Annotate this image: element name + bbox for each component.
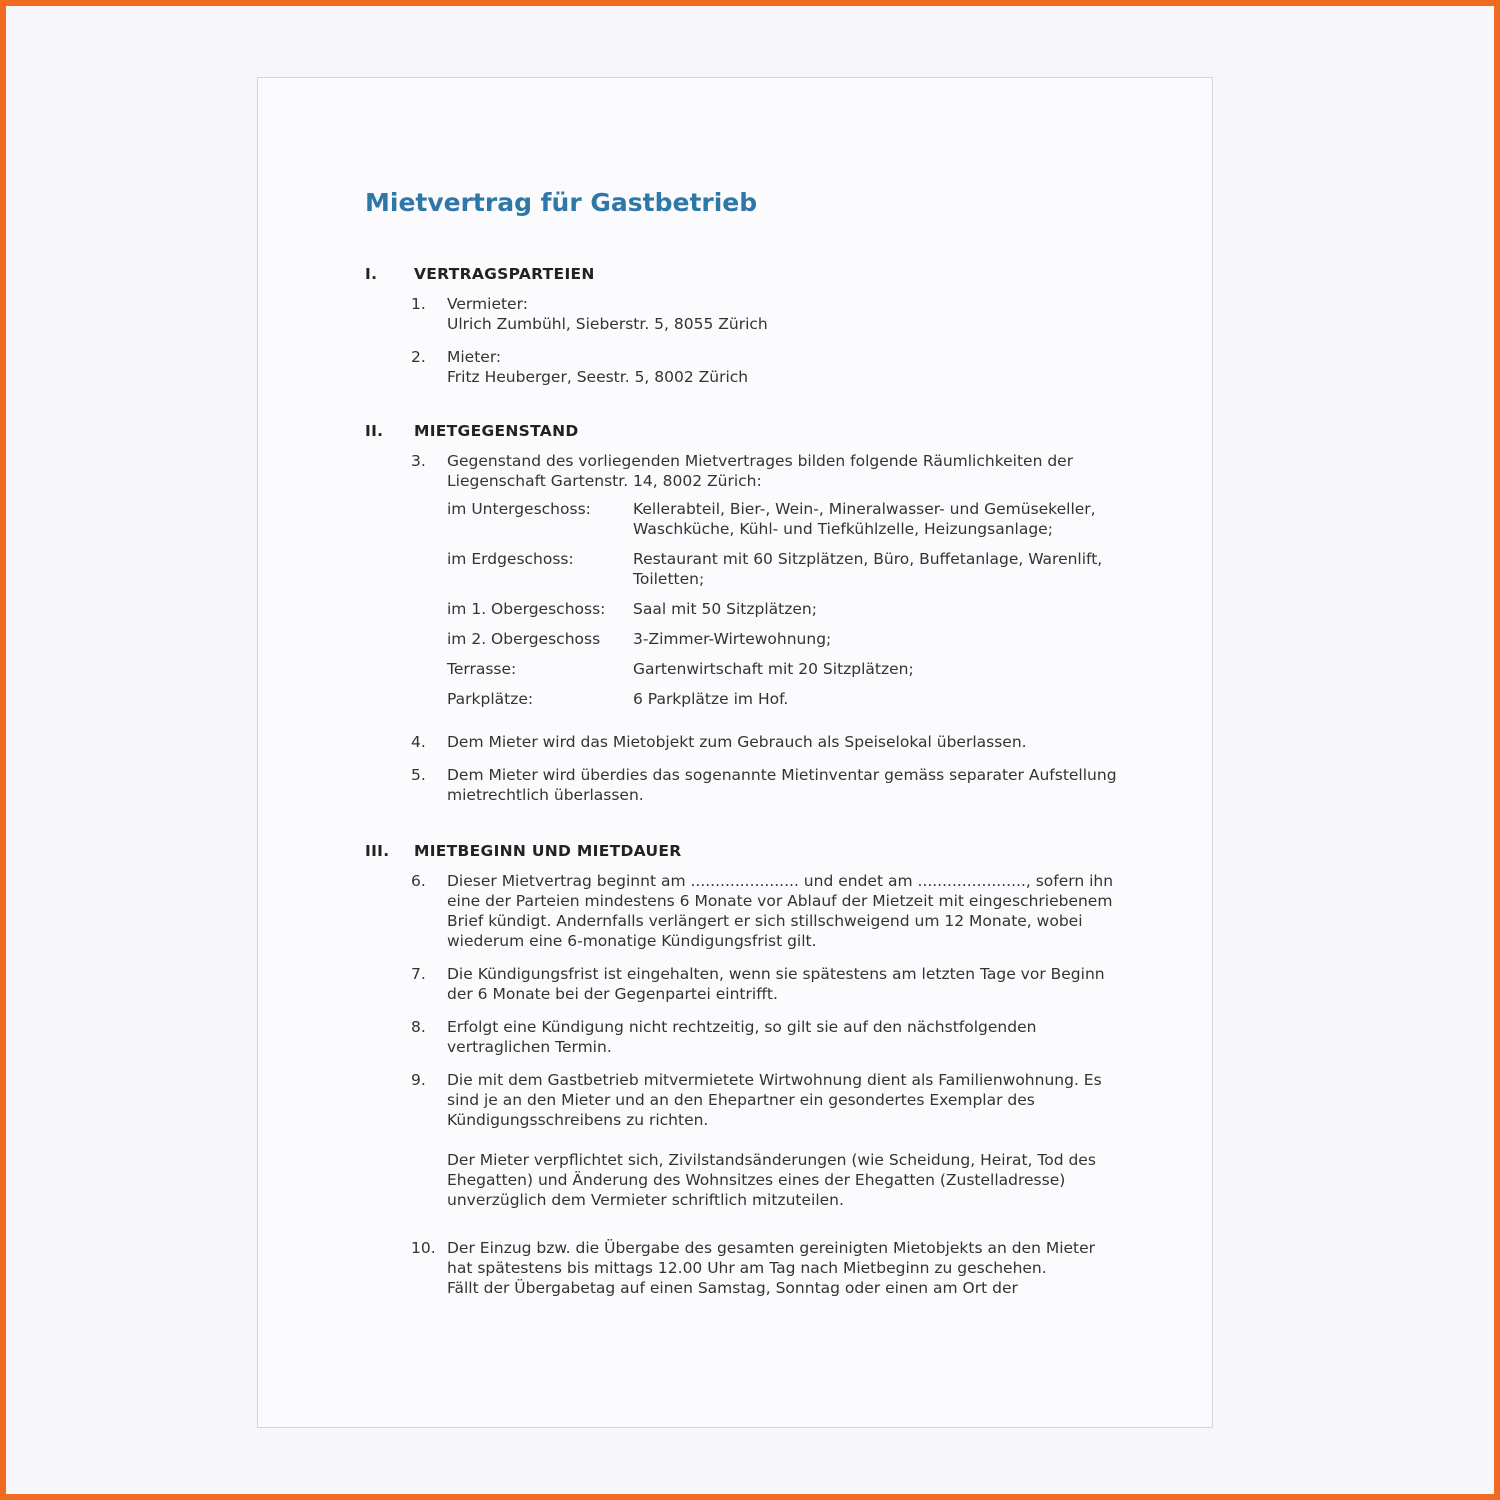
- clause-text: Gegenstand des vorliegenden Mietvertrages bilden folgende Räumlichkeiten der Liegenschaft Gartenstr. 14, 8002 Zürich:: [447, 452, 1074, 490]
- clause-text: Erfolgt eine Kündigung nicht rechtzeitig, so gilt sie auf den nächstfolgenden vertraglichen Termin.: [447, 1018, 1037, 1056]
- clause-number: 2.: [411, 348, 426, 366]
- clause-number: 6.: [411, 872, 426, 890]
- clause-10: [411, 1238, 1125, 1298]
- clause-text: Dem Mieter wird überdies das sogenannte Mietinventar gemäss separater Aufstellung mietrechtlich überlassen.: [447, 766, 1117, 804]
- clause-4: [411, 732, 1125, 752]
- clause-paragraph: Der Einzug bzw. die Übergabe des gesamten gereinigten Mietobjekts an den Mieter hat spätestens bis mittags 12.00 Uhr am Tag nach Mietbeginn zu geschehen.: [447, 1239, 1096, 1277]
- clause-address: Fritz Heuberger, Seestr. 5, 8002 Zürich: [447, 368, 749, 386]
- clause-1: [411, 294, 1125, 334]
- room-description: Saal mit 50 Sitzplätzen;: [633, 600, 817, 618]
- room-floor: im 2. Obergeschoss: [447, 630, 601, 648]
- room-floor: im 1. Obergeschoss:: [447, 600, 606, 618]
- room-floor: im Untergeschoss:: [447, 500, 591, 518]
- room-row: [447, 689, 1125, 709]
- clause-number: 3.: [411, 452, 426, 470]
- clause-paragraph: Der Mieter verpflichtet sich, Zivilstandsänderungen (wie Scheidung, Heirat, Tod des Ehegatten) und Änderung des Wohnsitzes eines der Ehegatten (Zustelladresse) unverzüglich dem Vermieter schriftlich mitzuteilen.: [447, 1151, 1096, 1209]
- clause-number: 1.: [411, 295, 426, 313]
- section-title: VERTRAGSPARTEIEN: [414, 265, 595, 283]
- clause-number: 7.: [411, 965, 426, 983]
- clause-text: Die Kündigungsfrist ist eingehalten, wenn sie spätestens am letzten Tage vor Beginn der 6 Monate bei der Gegenpartei eintrifft.: [447, 965, 1105, 1003]
- clause-number: 9.: [411, 1071, 426, 1089]
- room-row: [447, 549, 1125, 589]
- room-description: 3-Zimmer-Wirtewohnung;: [633, 630, 832, 648]
- section-title: MIETBEGINN UND MIETDAUER: [414, 842, 682, 860]
- room-row: [447, 599, 1125, 619]
- clause-9: [411, 1070, 1125, 1210]
- section-number: III.: [365, 842, 390, 860]
- room-floor: im Erdgeschoss:: [447, 550, 574, 568]
- clause-text: Dem Mieter wird das Mietobjekt zum Gebrauch als Speiselokal überlassen.: [447, 733, 1027, 751]
- clause-address: Ulrich Zumbühl, Sieberstr. 5, 8055 Zürich: [447, 315, 768, 333]
- clause-8: [411, 1017, 1125, 1057]
- clause-7: [411, 964, 1125, 1004]
- section-heading-vertragsparteien: [365, 264, 1125, 284]
- room-row: [447, 659, 1125, 679]
- clause-label: Mieter:: [447, 348, 502, 366]
- section-number: I.: [365, 265, 378, 283]
- clause-2: [411, 347, 1125, 387]
- clause-3: [411, 451, 1125, 719]
- clause-number: 10.: [411, 1239, 436, 1257]
- clause-6: [411, 871, 1125, 951]
- room-description: Gartenwirtschaft mit 20 Sitzplätzen;: [633, 660, 914, 678]
- room-floor: Parkplätze:: [447, 690, 534, 708]
- section-heading-mietgegenstand: [365, 421, 1125, 441]
- section-heading-mietbeginn: [365, 841, 1125, 861]
- room-list: [447, 499, 1125, 709]
- room-description: Restaurant mit 60 Sitzplätzen, Büro, Buffetanlage, Warenlift, Toiletten;: [633, 550, 1103, 588]
- document-page: [257, 77, 1213, 1428]
- clause-number: 8.: [411, 1018, 426, 1036]
- room-floor: Terrasse:: [447, 660, 517, 678]
- clause-paragraph: Fällt der Übergabetag auf einen Samstag, Sonntag oder einen am Ort der: [447, 1279, 1018, 1297]
- clause-number: 5.: [411, 766, 426, 784]
- document-content: [365, 188, 1125, 1311]
- room-row: [447, 499, 1125, 539]
- clause-number: 4.: [411, 733, 426, 751]
- section-number: II.: [365, 422, 384, 440]
- room-description: 6 Parkplätze im Hof.: [633, 690, 789, 708]
- clause-label: Vermieter:: [447, 295, 528, 313]
- document-title: Mietvertrag für Gastbetrieb: [365, 188, 758, 217]
- room-row: [447, 629, 1125, 649]
- section-title: MIETGEGENSTAND: [414, 422, 579, 440]
- clause-text: Dieser Mietvertrag beginnt am ...................... und endet am ......................, sofern ihn eine der Parteien mindestens 6 Monate vor Ablauf der Mietzeit mit eingeschriebenem Brief kündigt. Andernfalls verlängert er sich stillschweigend um 12 Monate, wobei wiederum eine 6-monatige Kündigungsfrist gilt.: [447, 872, 1114, 950]
- clause-5: [411, 765, 1125, 805]
- room-description: Kellerabteil, Bier-, Wein-, Mineralwasser- und Gemüsekeller, Waschküche, Kühl- und Tiefkühlzelle, Heizungsanlage;: [633, 500, 1096, 538]
- clause-paragraph: Die mit dem Gastbetrieb mitvermietete Wirtwohnung dient als Familienwohnung. Es sind je an den Mieter und an den Ehepartner ein gesondertes Exemplar des Kündigungsschreibens zu richten.: [447, 1071, 1102, 1129]
